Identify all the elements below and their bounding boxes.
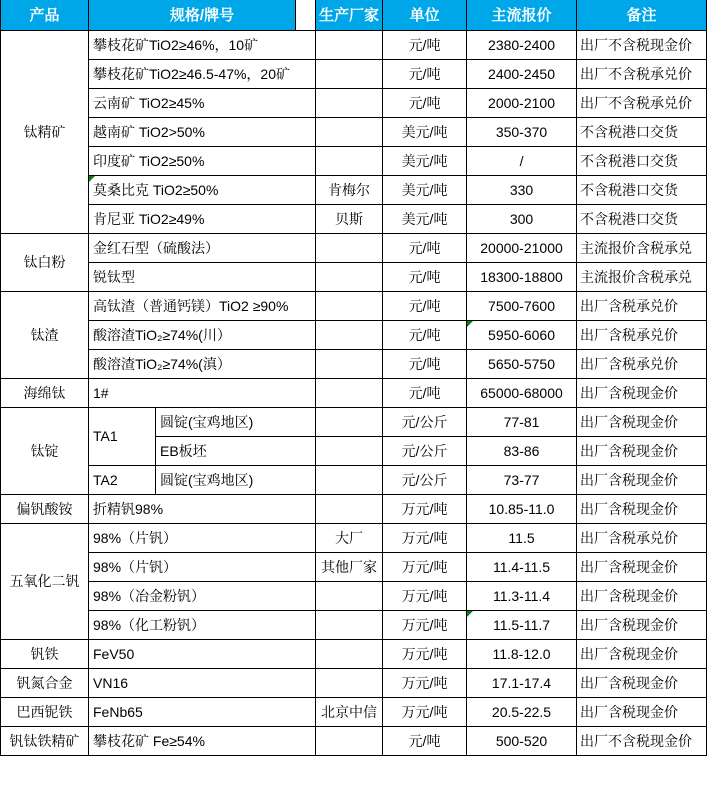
cell-unit: 元/吨 <box>383 30 467 59</box>
cell-manufacturer <box>316 59 383 88</box>
table-row <box>1 291 707 320</box>
cell-unit: 万元/吨 <box>383 610 467 639</box>
cell-unit: 美元/吨 <box>383 204 467 233</box>
cell-price: 11.8-12.0 <box>467 639 577 668</box>
header-row <box>1 0 707 30</box>
cell-unit: 万元/吨 <box>383 668 467 697</box>
cell-remark: 出厂含税现金价 <box>577 465 707 494</box>
cell-price: 65000-68000 <box>467 378 577 407</box>
cell-remark: 出厂含税承兑价 <box>577 320 707 349</box>
cell-unit: 元/公斤 <box>383 407 467 436</box>
cell-unit: 元/吨 <box>383 291 467 320</box>
table-row <box>1 146 707 175</box>
cell-manufacturer <box>316 465 383 494</box>
cell-remark: 出厂含税现金价 <box>577 407 707 436</box>
cell-manufacturer <box>316 117 383 146</box>
cell-text: 莫桑比克 TiO2≥50% <box>93 181 219 198</box>
table-row <box>1 349 707 378</box>
cell-price: 11.5 <box>467 523 577 552</box>
cell-spec: 金红石型（硫酸法） <box>89 233 316 262</box>
cell-type: EB板坯 <box>156 436 316 465</box>
cell-remark: 出厂含税现金价 <box>577 552 707 581</box>
cell-price: 17.1-17.4 <box>467 668 577 697</box>
cell-manufacturer: 北京中信 <box>316 697 383 726</box>
cell-spec: 攀枝花矿TiO2≥46.5-47%，20矿 <box>89 59 316 88</box>
cell-product: 海绵钛 <box>1 378 89 407</box>
cell-remark: 出厂含税现金价 <box>577 436 707 465</box>
cell-price <box>467 610 577 639</box>
table-row <box>1 697 707 726</box>
table-row <box>1 233 707 262</box>
header-spec-label: 规格/牌号 <box>169 7 235 25</box>
cell-price: 11.3-11.4 <box>467 581 577 610</box>
cell-spec: 98%（冶金粉钒） <box>89 581 316 610</box>
cell-unit: 元/吨 <box>383 320 467 349</box>
cell-spec: FeV50 <box>89 639 316 668</box>
cell-remark: 出厂含税现金价 <box>577 668 707 697</box>
cell-spec: 酸溶渣TiO₂≥74%(滇） <box>89 349 316 378</box>
cell-remark: 主流报价含税承兑 <box>577 262 707 291</box>
header-gap <box>295 0 315 30</box>
cell-unit: 元/吨 <box>383 262 467 291</box>
cell-spec: 攀枝花矿 Fe≥54% <box>89 726 316 755</box>
table-row <box>1 407 707 436</box>
cell-remark: 出厂含税现金价 <box>577 697 707 726</box>
cell-text: 11.5-11.7 <box>492 616 551 633</box>
table-row <box>1 523 707 552</box>
cell-manufacturer <box>316 726 383 755</box>
cell-price: 330 <box>467 175 577 204</box>
cell-remark: 出厂不含税承兑价 <box>577 88 707 117</box>
table-row <box>1 726 707 755</box>
cell-price: 73-77 <box>467 465 577 494</box>
table-row <box>1 465 707 494</box>
cell-spec <box>89 175 316 204</box>
header-unit: 单位 <box>383 0 467 30</box>
cell-product: 钛锭 <box>1 407 89 494</box>
cell-manufacturer: 其他厂家 <box>316 552 383 581</box>
cell-spec: 越南矿 TiO2>50% <box>89 117 316 146</box>
cell-remark: 出厂含税现金价 <box>577 610 707 639</box>
table-row <box>1 378 707 407</box>
cell-price: 11.4-11.5 <box>467 552 577 581</box>
cell-manufacturer <box>316 349 383 378</box>
cell-type: 圆锭(宝鸡地区) <box>156 465 316 494</box>
cell-price: 350-370 <box>467 117 577 146</box>
table-row <box>1 117 707 146</box>
cell-spec: 98%（片钒） <box>89 552 316 581</box>
cell-spec: VN16 <box>89 668 316 697</box>
table-row <box>1 88 707 117</box>
cell-price: 83-86 <box>467 436 577 465</box>
cell-unit: 美元/吨 <box>383 117 467 146</box>
cell-manufacturer <box>316 407 383 436</box>
header-manufacturer: 生产厂家 <box>316 0 383 30</box>
cell-remark: 出厂含税现金价 <box>577 378 707 407</box>
cell-unit: 元/吨 <box>383 88 467 117</box>
cell-price: 20.5-22.5 <box>467 697 577 726</box>
cell-product: 钛精矿 <box>1 30 89 233</box>
cell-unit: 万元/吨 <box>383 494 467 523</box>
cell-unit: 元/吨 <box>383 726 467 755</box>
cell-manufacturer <box>316 88 383 117</box>
cell-spec: 印度矿 TiO2≥50% <box>89 146 316 175</box>
cell-manufacturer <box>316 146 383 175</box>
cell-spec: 云南矿 TiO2≥45% <box>89 88 316 117</box>
comment-indicator-icon <box>467 321 473 327</box>
table-row <box>1 552 707 581</box>
cell-remark: 不含税港口交货 <box>577 175 707 204</box>
cell-spec: 锐钛型 <box>89 262 316 291</box>
cell-manufacturer <box>316 494 383 523</box>
header-remark: 备注 <box>577 0 707 30</box>
cell-unit: 元/吨 <box>383 349 467 378</box>
cell-manufacturer <box>316 639 383 668</box>
cell-unit: 万元/吨 <box>383 639 467 668</box>
cell-product: 巴西铌铁 <box>1 697 89 726</box>
cell-spec: 折精钒98% <box>89 494 316 523</box>
comment-indicator-icon <box>467 611 473 617</box>
cell-remark: 出厂含税承兑价 <box>577 349 707 378</box>
cell-product: 五氧化二钒 <box>1 523 89 639</box>
cell-price: 7500-7600 <box>467 291 577 320</box>
cell-product: 钒钛铁精矿 <box>1 726 89 755</box>
table-row <box>1 262 707 291</box>
cell-product: 偏钒酸铵 <box>1 494 89 523</box>
comment-indicator-icon <box>89 176 95 182</box>
cell-manufacturer: 肯梅尔 <box>316 175 383 204</box>
cell-spec: 1# <box>89 378 316 407</box>
cell-unit: 元/吨 <box>383 59 467 88</box>
cell-manufacturer <box>316 30 383 59</box>
cell-unit: 万元/吨 <box>383 552 467 581</box>
cell-price: / <box>467 146 577 175</box>
cell-remark: 出厂不含税现金价 <box>577 30 707 59</box>
cell-remark: 不含税港口交货 <box>577 146 707 175</box>
table-row <box>1 204 707 233</box>
header-spec <box>89 0 316 30</box>
cell-manufacturer <box>316 436 383 465</box>
table-row <box>1 30 707 59</box>
cell-product: 钛白粉 <box>1 233 89 291</box>
cell-unit: 元/公斤 <box>383 436 467 465</box>
cell-price: 77-81 <box>467 407 577 436</box>
cell-manufacturer <box>316 262 383 291</box>
cell-product: 钒铁 <box>1 639 89 668</box>
cell-manufacturer <box>316 320 383 349</box>
cell-price: 5650-5750 <box>467 349 577 378</box>
cell-remark: 出厂不含税承兑价 <box>577 59 707 88</box>
cell-manufacturer <box>316 378 383 407</box>
cell-manufacturer <box>316 233 383 262</box>
cell-unit: 美元/吨 <box>383 146 467 175</box>
cell-unit: 万元/吨 <box>383 523 467 552</box>
cell-manufacturer <box>316 581 383 610</box>
cell-unit: 元/吨 <box>383 233 467 262</box>
cell-spec: 攀枝花矿TiO2≥46%，10矿 <box>89 30 316 59</box>
table-row <box>1 639 707 668</box>
cell-type: 圆锭(宝鸡地区) <box>156 407 316 436</box>
cell-price: 20000-21000 <box>467 233 577 262</box>
table-row <box>1 320 707 349</box>
cell-price: 2000-2100 <box>467 88 577 117</box>
table-row <box>1 610 707 639</box>
cell-grade: TA2 <box>89 465 156 494</box>
cell-remark: 主流报价含税承兑 <box>577 233 707 262</box>
cell-manufacturer: 贝斯 <box>316 204 383 233</box>
table-row <box>1 581 707 610</box>
cell-unit: 万元/吨 <box>383 697 467 726</box>
table-row <box>1 175 707 204</box>
header-product: 产品 <box>1 0 89 30</box>
cell-remark: 出厂含税现金价 <box>577 581 707 610</box>
cell-spec: 高钛渣（普通钙镁）TiO2 ≥90% <box>89 291 316 320</box>
cell-text: 5950-6060 <box>488 326 555 343</box>
cell-remark: 出厂含税现金价 <box>577 494 707 523</box>
cell-spec: 98%（化工粉钒） <box>89 610 316 639</box>
table-row <box>1 59 707 88</box>
cell-spec: 酸溶渣TiO₂≥74%(川） <box>89 320 316 349</box>
cell-manufacturer <box>316 610 383 639</box>
cell-manufacturer <box>316 291 383 320</box>
cell-product: 钒氮合金 <box>1 668 89 697</box>
cell-manufacturer: 大厂 <box>316 523 383 552</box>
cell-unit: 美元/吨 <box>383 175 467 204</box>
cell-unit: 元/公斤 <box>383 465 467 494</box>
cell-remark: 出厂含税承兑价 <box>577 291 707 320</box>
cell-price: 10.85-11.0 <box>467 494 577 523</box>
cell-unit: 元/吨 <box>383 378 467 407</box>
cell-price: 300 <box>467 204 577 233</box>
cell-grade: TA1 <box>89 407 156 465</box>
cell-price: 18300-18800 <box>467 262 577 291</box>
cell-unit: 万元/吨 <box>383 581 467 610</box>
table-row <box>1 494 707 523</box>
cell-price: 500-520 <box>467 726 577 755</box>
cell-price: 2400-2450 <box>467 59 577 88</box>
cell-spec: 98%（片钒） <box>89 523 316 552</box>
cell-remark: 出厂含税现金价 <box>577 639 707 668</box>
cell-remark: 出厂含税承兑价 <box>577 523 707 552</box>
cell-price <box>467 320 577 349</box>
cell-spec: FeNb65 <box>89 697 316 726</box>
cell-remark: 不含税港口交货 <box>577 117 707 146</box>
table-row <box>1 668 707 697</box>
cell-manufacturer <box>316 668 383 697</box>
cell-spec: 肯尼亚 TiO2≥49% <box>89 204 316 233</box>
header-price: 主流报价 <box>467 0 577 30</box>
cell-remark: 出厂不含税现金价 <box>577 726 707 755</box>
cell-remark: 不含税港口交货 <box>577 204 707 233</box>
cell-product: 钛渣 <box>1 291 89 378</box>
cell-price: 2380-2400 <box>467 30 577 59</box>
